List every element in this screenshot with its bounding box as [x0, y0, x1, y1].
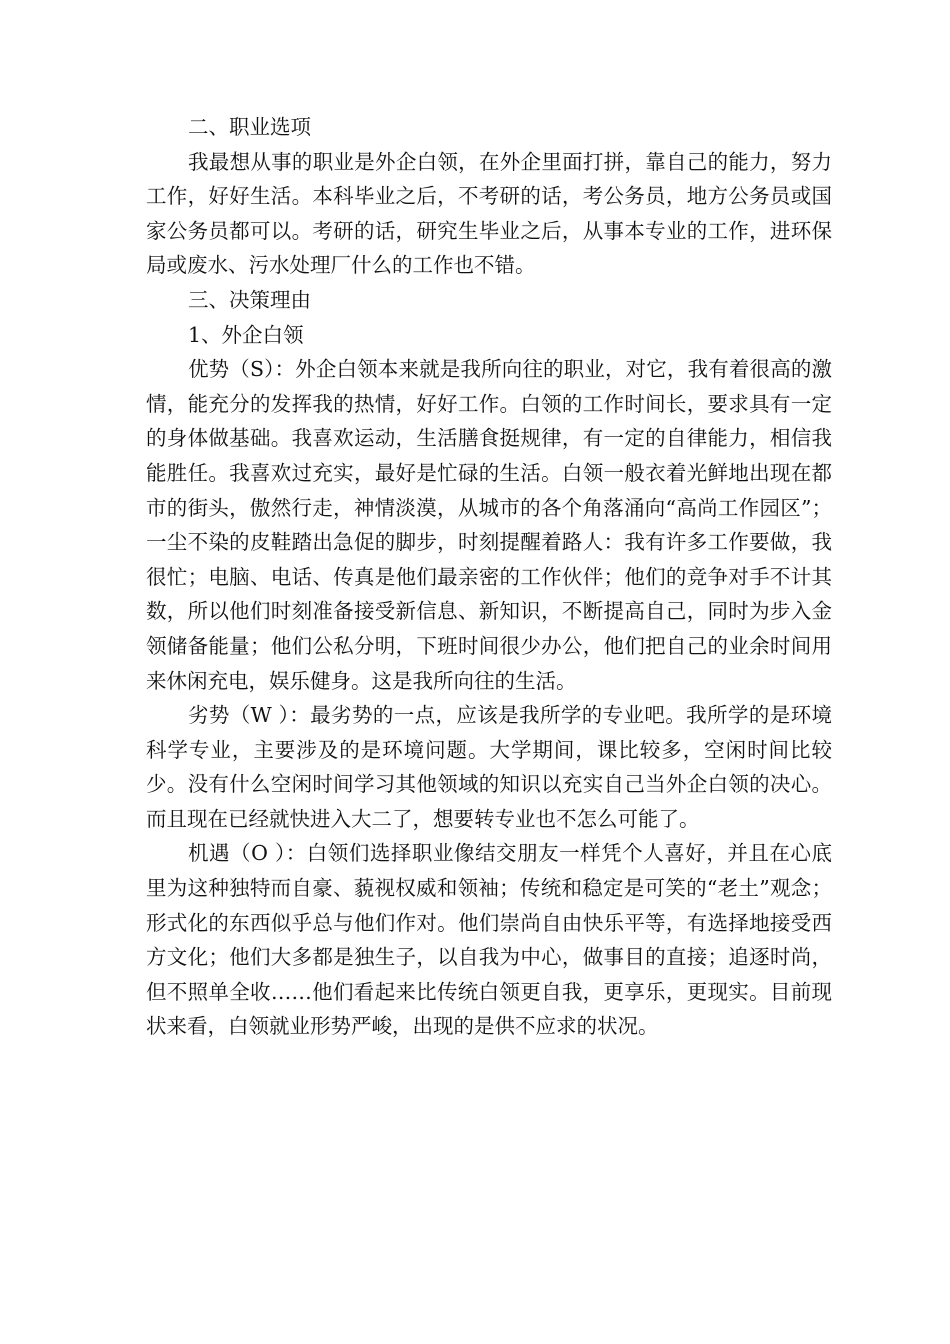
- paragraph-weaknesses: 劣势（W ）：最劣势的一点，应该是我所学的专业吧。我所学的是环境科学专业，主要涉及的是环境问题。大学期间，课比较多，空闲时间比较少。没有什么空闲时间学习其他领域的知识以充实自己当外企白领的决心。而且现在已经就快进入大二了，想要转专业也不怎么可能了。: [146, 703, 832, 831]
- paragraph-strengths: 优势（S）：外企白领本来就是我所向往的职业，对它，我有着很高的激情，能充分的发挥我的热情，好好工作。白领的工作时间长，要求具有一定的身体做基础。我喜欢运动，生活膳食挺规律，有一定的自律能力，相信我能胜任。我喜欢过充实，最好是忙碌的生活。白领一般衣着光鲜地出现在都市的街头，傲然行走，神情淡漠，从城市的各个角落涌向“高尚工作园区”；一尘不染的皮鞋踏出急促的脚步，时刻提醒着路人：我有许多工作要做，我很忙；电脑、电话、传真是他们最亲密的工作伙伴；他们的竞争对手不计其数，所以他们时刻准备接受新信息、新知识，不断提高自己，同时为步入金领储备能量；他们公私分明，下班时间很少办公，他们把自己的业余时间用来休闲充电，娱乐健身。这是我所向往的生活。: [146, 357, 832, 693]
- paragraph-career-choice: 我最想从事的职业是外企白领，在外企里面打拼，靠自己的能力，努力工作，好好生活。本科毕业之后，不考研的话，考公务员，地方公务员或国家公务员都可以。考研的话，研究生毕业之后，从事本专业的工作，进环保局或废水、污水处理厂什么的工作也不错。: [146, 149, 832, 278]
- document-page: [146, 110, 832, 1044]
- subsection-heading-foreign-white-collar: 1、外企白领: [188, 322, 304, 347]
- section-heading-career-options: 二、职业选项: [188, 115, 311, 139]
- section-heading-decision-reasons: 三、决策理由: [188, 287, 311, 312]
- paragraph-opportunities: 机遇（O ）：白领们选择职业像结交朋友一样凭个人喜好，并且在心底里为这种独特而自豪、藐视权威和领袖；传统和稳定是可笑的“老土”观念；形式化的东西似乎总与他们作对。他们崇尚自由快乐平等，有选择地接受西方文化；他们大多都是独生子，以自我为中心，做事目的直接；追逐时尚，但不照单全收……他们看起来比传统白领更自我，更享乐，更现实。目前现状来看，白领就业形势严峻，出现的是供不应求的状况。: [146, 841, 832, 1039]
